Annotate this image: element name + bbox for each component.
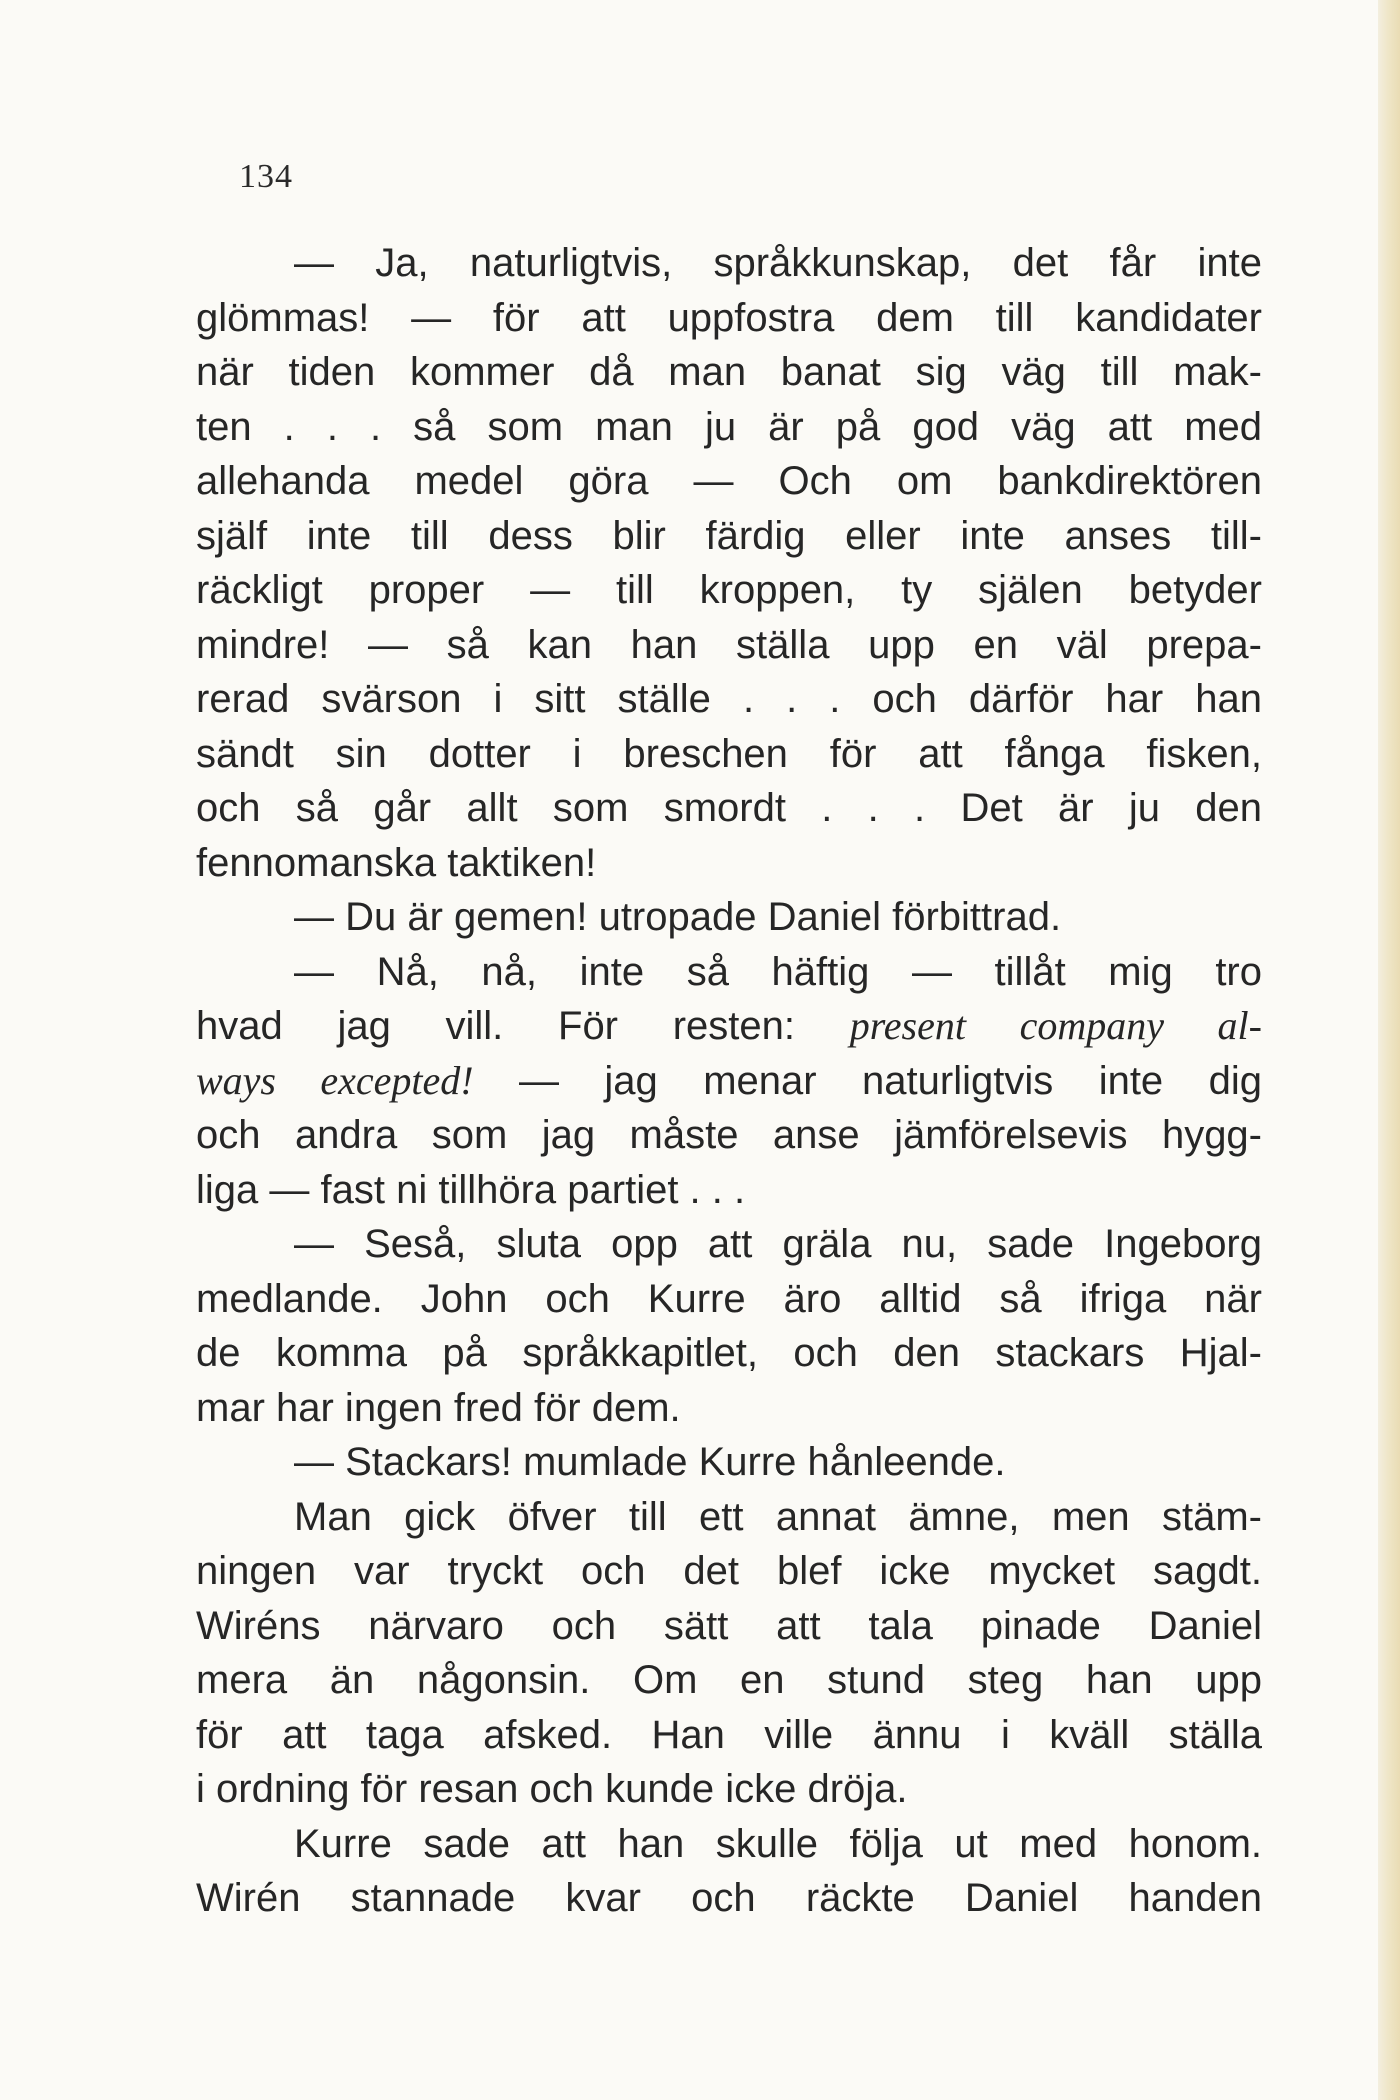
line-text: sändt sin dotter i breschen för att fånga fisken, [196,731,1262,776]
text-line [196,999,1262,1054]
line-text: i ordning för resan och kunde icke dröja. [196,1767,908,1811]
text-line [196,945,1262,1000]
line-text: Wiréns närvaro och sätt att tala pinade Daniel [196,1603,1262,1648]
line-text: och så går allt som smordt . . . Det är ju den [196,786,1262,830]
line-text: ningen var tryckt och det blef icke mycket sagdt. [196,1549,1262,1593]
line-text: — jag menar naturligtvis inte dig [473,1058,1262,1103]
text-line [196,1108,1262,1163]
line-text: och andra som jag måste anse jämförelsevis hygg- [196,1113,1262,1157]
text-line [196,345,1262,400]
line-text: mera än någonsin. Om en stund steg han upp [196,1658,1262,1702]
text-line [196,1054,1262,1109]
text-line [196,672,1262,727]
line-text: allehanda medel göra — Och om bankdirektören [196,459,1262,503]
line-text: — Du är gemen! utropade Daniel förbittrad. [294,895,1062,939]
line-text: fennomanska taktiken! [196,840,597,885]
line-text: — Seså, sluta opp att gräla nu, sade Ingeborg [294,1222,1262,1266]
italic-text: present company al- [849,1003,1262,1048]
text-line [196,400,1262,455]
line-text: de komma på språkkapitlet, och den stackars Hjal- [196,1331,1262,1375]
line-text: glömmas! — för att uppfostra dem till kandidater [196,295,1262,340]
line-text: — Nå, nå, inte så häftig — tillåt mig tro [294,949,1262,994]
text-line [196,1381,1262,1436]
page-number: 134 [239,158,293,195]
text-line [196,454,1262,509]
line-text: själf inte till dess blir färdig eller inte anses till- [196,513,1262,558]
text-line [196,509,1262,564]
line-text: mindre! — så kan han ställa upp en väl prepa- [196,622,1262,667]
text-line [196,1871,1262,1926]
line-text: räckligt proper — till kroppen, ty själen betyder [196,568,1262,612]
body-text [196,236,1262,1926]
text-line [196,1326,1262,1381]
line-text: medlande. John och Kurre äro alltid så ifriga när [196,1276,1262,1321]
text-line [196,563,1262,618]
text-line [196,291,1262,346]
line-text: — Stackars! mumlade Kurre hånleende. [294,1440,1006,1484]
text-line [196,1708,1262,1763]
page-edge-shadow [1378,0,1400,2100]
line-text: liga — fast ni tillhöra partiet . . . [196,1167,746,1212]
text-line [196,1163,1262,1218]
text-line [196,836,1262,891]
text-line [196,727,1262,782]
line-text: Man gick öfver till ett annat ämne, men stäm- [294,1494,1262,1539]
text-line [196,1817,1262,1872]
line-text: Kurre sade att han skulle följa ut med honom. [294,1821,1262,1866]
text-line [196,236,1262,291]
line-text: ten . . . så som man ju är på god väg att med [196,404,1262,449]
line-text: Wirén stannade kvar och räckte Daniel handen [196,1876,1262,1920]
text-line [196,890,1262,945]
text-line [196,1762,1262,1817]
line-text: — Ja, naturligtvis, språkkunskap, det får inte [294,241,1262,285]
line-text: när tiden kommer då man banat sig väg till mak- [196,350,1262,394]
line-text: rerad svärson i sitt ställe . . . och därför har han [196,677,1262,721]
text-line [196,1217,1262,1272]
text-line [196,1272,1262,1327]
text-line [196,1544,1262,1599]
text-line [196,1653,1262,1708]
italic-text: ways excepted! [196,1057,474,1103]
line-text: mar har ingen fred för dem. [196,1385,681,1430]
text-line [196,1599,1262,1654]
text-line [196,1435,1262,1490]
text-line [196,1490,1262,1545]
line-text: hvad jag vill. För resten: [196,1004,850,1048]
text-line [196,781,1262,836]
text-line [196,618,1262,673]
line-text: för att taga afsked. Han ville ännu i kväll ställa [196,1712,1262,1757]
